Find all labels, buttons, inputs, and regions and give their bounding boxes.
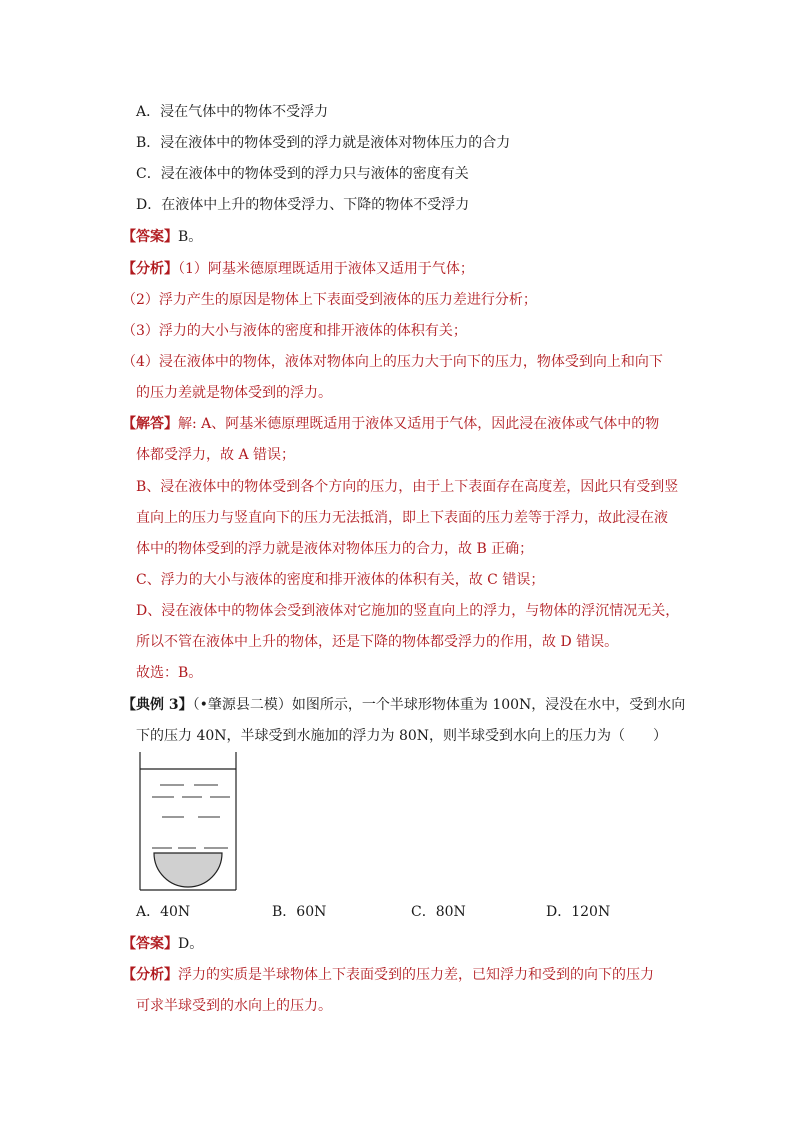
solution-text-1: 解: A、阿基米德原理既适用于液体又适用于气体，因此浸在液体或气体中的物 — [178, 416, 660, 432]
example3-stem-2: 下的压力 40N，半球受到水施加的浮力为 80N，则半球受到水向上的压力为（ ） — [136, 728, 668, 744]
analysis-line-5: 的压力差就是物体受到的浮力。 — [136, 385, 332, 401]
analysis-line-1 — [122, 259, 474, 279]
conclusion: 故选：B。 — [136, 665, 203, 681]
solution-line-2: 体都受浮力，故 A 错误； — [136, 447, 296, 463]
analysis-tag: 【分析】 — [122, 261, 178, 277]
example3-options — [136, 902, 656, 924]
choice-b: B．浸在液体中的物体受到的浮力就是液体对物体压力的合力 — [136, 135, 511, 151]
hemisphere-object — [154, 853, 222, 887]
example3-analysis-tag: 【分析】 — [122, 967, 178, 983]
solution-line-6: C、浮力的大小与液体的密度和排开液体的体积有关，故 C 错误； — [136, 572, 545, 588]
example3-stem-1: （•肇源县二模）如图所示，一个半球形物体重为 100N，浸没在水中，受到水向 — [192, 697, 686, 713]
example3-answer-line — [122, 934, 203, 954]
solution-line-1 — [122, 414, 659, 434]
hemisphere-water-figure — [138, 752, 240, 894]
answer-tag: 【答案】 — [122, 229, 178, 245]
choice-a: A．浸在气体中的物体不受浮力 — [136, 104, 329, 120]
option-d: D．120N — [546, 904, 611, 920]
solution-line-5: 体中的物体受到的浮力就是液体对物体压力的合力，故 B 正确； — [136, 541, 534, 557]
solution-line-4: 直向上的压力与竖直向下的压力无法抵消，即上下表面的压力差等于浮力，故此浸在液 — [136, 510, 668, 526]
analysis-line-2: （2）浮力产生的原因是物体上下表面受到液体的压力差进行分析； — [122, 292, 537, 308]
water-dash-lines — [152, 785, 230, 848]
option-b: B．60N — [272, 904, 327, 920]
answer-value: B。 — [178, 229, 203, 245]
choice-c: C．浸在液体中的物体受到的浮力只与液体的密度有关 — [136, 166, 469, 182]
example3-line-1 — [122, 695, 685, 715]
option-c: C．80N — [411, 904, 466, 920]
choice-d: D．在液体中上升的物体受浮力、下降的物体不受浮力 — [136, 197, 470, 213]
example3-answer-value: D。 — [178, 936, 204, 952]
analysis-text-1: （1）阿基米德原理既适用于液体又适用于气体； — [178, 261, 474, 277]
analysis-line-4: （4）浸在液体中的物体，液体对物体向上的压力大于向下的压力，物体受到向上和向下 — [122, 354, 663, 370]
solution-line-7: D、浸在液体中的物体会受到液体对它施加的竖直向上的浮力，与物体的浮沉情况无关， — [136, 603, 680, 619]
solution-line-8: 所以不管在液体中上升的物体，还是下降的物体都受浮力的作用，故 D 错误。 — [136, 634, 619, 650]
example3-analysis-text-1: 浮力的实质是半球物体上下表面受到的压力差，已知浮力和受到的向下的压力 — [178, 967, 654, 983]
solution-tag: 【解答】 — [122, 416, 178, 432]
example3-answer-tag: 【答案】 — [122, 936, 178, 952]
example3-analysis-line-1 — [122, 965, 654, 985]
solution-line-3: B、浸在液体中的物体受到各个方向的压力，由于上下表面存在高度差，因此只有受到竖 — [136, 479, 679, 495]
example3-analysis-line-2: 可求半球受到的水向上的压力。 — [136, 998, 332, 1014]
analysis-line-3: （3）浮力的大小与液体的密度和排开液体的体积有关； — [122, 323, 467, 339]
answer-line — [122, 227, 202, 247]
option-a: A．40N — [136, 904, 191, 920]
example3-label: 【典例 3】 — [122, 697, 193, 713]
